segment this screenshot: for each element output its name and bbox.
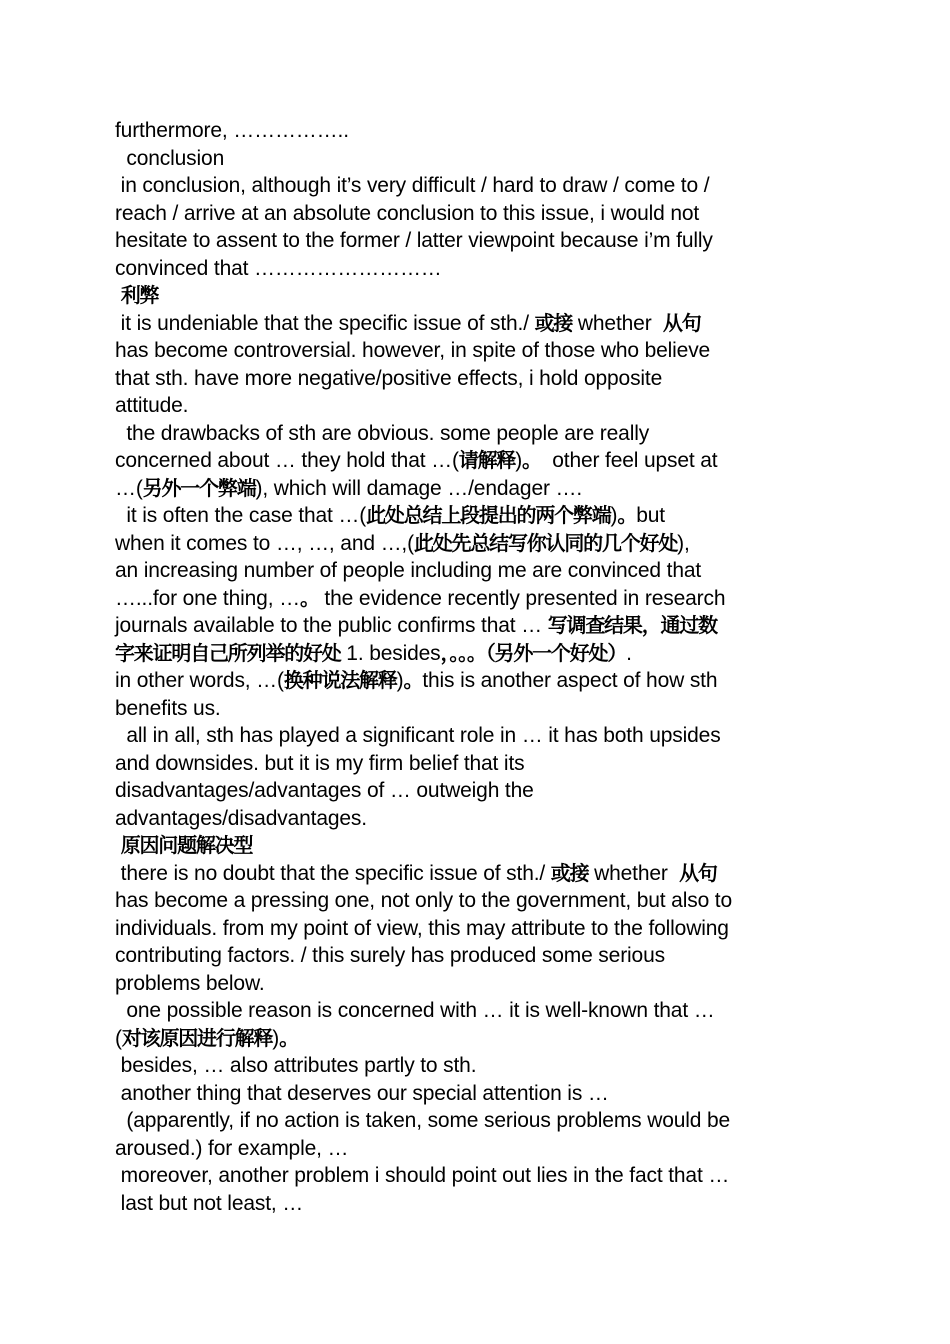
- text-segment: another thing that deserves our special attention is …: [115, 1081, 609, 1105]
- text-line: [115, 530, 840, 558]
- text-line: [115, 942, 840, 970]
- text-line: [115, 447, 840, 475]
- text-segment: in other words, …(: [115, 669, 284, 692]
- text-segment: advantages/disadvantages.: [115, 806, 367, 830]
- text-line: [115, 1107, 840, 1135]
- chinese-annotation: 。: [403, 668, 423, 692]
- text-segment: contributing factors. / this surely has produced some serious: [115, 944, 665, 967]
- text-segment: …...for one thing, …: [115, 586, 300, 610]
- chinese-annotation: 写调查结果，通过数: [547, 613, 717, 637]
- text-line: [115, 227, 840, 255]
- chinese-annotation: 。: [299, 585, 319, 610]
- text-line: [115, 310, 840, 338]
- text-segment: ), which will damage …/endager ….: [255, 476, 583, 500]
- text-line: [115, 832, 840, 860]
- text-line: [115, 640, 840, 668]
- text-segment: individuals. from my point of view, this may attribute to the following: [115, 916, 729, 940]
- text-segment: an increasing number of people including me are convinced that: [115, 559, 702, 582]
- text-line: [115, 475, 840, 503]
- text-segment: it is often the case that …(: [115, 504, 367, 527]
- text-segment: furthermore, ……………..: [115, 119, 349, 142]
- text-segment: that sth. have more negative/positive effects, i hold opposite: [115, 366, 663, 390]
- text-segment: problems below.: [115, 971, 265, 995]
- chinese-annotation: 。: [617, 503, 637, 527]
- text-line: [115, 1052, 840, 1080]
- text-line: [115, 1135, 840, 1163]
- text-segment: the evidence recently presented in research: [318, 586, 726, 610]
- text-line: [115, 282, 840, 310]
- text-segment: one possible reason is concerned with … it is well-known that …: [115, 999, 715, 1022]
- text-segment: this is another aspect of how sth: [422, 669, 718, 692]
- text-segment: conclusion: [115, 146, 225, 170]
- chinese-annotation: 或接: [550, 860, 589, 885]
- chinese-annotation: 从句: [679, 860, 717, 885]
- chinese-annotation: 。: [279, 1025, 298, 1050]
- text-line: [115, 1190, 840, 1218]
- text-segment: disadvantages/advantages of … outweigh the: [115, 779, 534, 802]
- text-segment: ),: [677, 531, 690, 555]
- text-segment: …(: [115, 476, 143, 500]
- text-segment: ): [515, 449, 523, 472]
- text-segment: but: [636, 504, 665, 527]
- text-line: [115, 1025, 840, 1053]
- chinese-annotation: 或接: [534, 310, 573, 335]
- text-segment: when it comes to …, …, and …,(: [115, 531, 414, 555]
- text-segment: last but not least, …: [115, 1191, 304, 1215]
- text-segment: .: [626, 641, 632, 665]
- text-segment: besides, … also attributes partly to sth.: [115, 1054, 477, 1077]
- text-line: [115, 337, 840, 365]
- text-line: [115, 585, 840, 613]
- document-body: [115, 117, 840, 1217]
- text-line: [115, 365, 840, 393]
- text-line: [115, 1162, 840, 1190]
- text-segment: moreover, another problem i should point out lies in the fact that …: [115, 1164, 730, 1187]
- text-line: [115, 420, 840, 448]
- text-line: [115, 722, 840, 750]
- text-line: [115, 255, 840, 283]
- text-segment: whether: [572, 311, 663, 335]
- text-line: [115, 612, 840, 640]
- chinese-annotation: 。: [522, 448, 541, 472]
- text-segment: ): [396, 669, 404, 692]
- text-line: [115, 145, 840, 173]
- text-segment: and downsides. but it is my firm belief that its: [115, 751, 525, 775]
- text-line: [115, 667, 840, 695]
- text-segment: 1. besides: [340, 641, 441, 665]
- text-line: [115, 695, 840, 723]
- text-line: [115, 172, 840, 200]
- chinese-annotation: 此处先总结写你认同的几个好处: [413, 530, 678, 555]
- text-line: [115, 915, 840, 943]
- text-segment: (: [115, 1026, 122, 1050]
- chinese-annotation: 从句: [662, 310, 701, 335]
- chinese-annotation: 另外一个弊端: [142, 475, 256, 500]
- text-line: [115, 997, 840, 1025]
- text-segment: hesitate to assent to the former / latter viewpoint because i’m fully: [115, 229, 713, 252]
- chinese-annotation: 原因问题解决型: [120, 833, 253, 857]
- chinese-annotation: 此处总结上段提出的两个弊端: [366, 503, 611, 527]
- chinese-annotation: 换种说法解释: [283, 668, 397, 692]
- text-segment: has become a pressing one, not only to the government, but also to: [115, 889, 732, 912]
- text-segment: whether: [588, 861, 680, 885]
- text-line: [115, 777, 840, 805]
- text-line: [115, 502, 840, 530]
- text-segment: the drawbacks of sth are obvious. some people are really: [115, 421, 650, 445]
- text-segment: convinced that ………………………: [115, 256, 442, 280]
- text-segment: journals available to the public confirms that …: [115, 614, 548, 637]
- text-segment: (apparently, if no action is taken, some serious problems would be: [115, 1109, 731, 1132]
- text-segment: aroused.) for example, …: [115, 1136, 349, 1160]
- text-segment: ): [610, 504, 618, 527]
- text-line: [115, 805, 840, 833]
- text-segment: there is no doubt that the specific issue of sth./: [115, 861, 551, 885]
- text-segment: all in all, sth has played a significant role in … it has both upsides: [115, 724, 721, 747]
- chinese-annotation: 字来证明自己所列举的好处: [115, 640, 341, 665]
- text-segment: reach / arrive at an absolute conclusion to this issue, i would not: [115, 201, 700, 225]
- text-segment: has become controversial. however, in spite of those who believe: [115, 339, 711, 362]
- text-line: [115, 750, 840, 778]
- text-line: [115, 970, 840, 998]
- text-line: [115, 1080, 840, 1108]
- text-line: [115, 392, 840, 420]
- text-segment: it is undeniable that the specific issue of sth./: [115, 311, 535, 335]
- chinese-annotation: 对该原因进行解释: [121, 1025, 273, 1050]
- text-segment: concerned about … they hold that …(: [115, 449, 459, 472]
- text-segment: benefits us.: [115, 696, 221, 720]
- text-line: [115, 557, 840, 585]
- chinese-annotation: 利弊: [120, 283, 159, 307]
- text-line: [115, 860, 840, 888]
- chinese-annotation: ，。。。（另外一个好处）: [440, 640, 627, 665]
- text-segment: attitude.: [115, 394, 189, 417]
- text-segment: ): [272, 1026, 280, 1050]
- text-segment: other feel upset at: [540, 449, 718, 472]
- chinese-annotation: 请解释: [458, 448, 516, 472]
- text-line: [115, 200, 840, 228]
- text-line: [115, 887, 840, 915]
- text-segment: in conclusion, although it’s very difficult / hard to draw / come to /: [115, 174, 710, 197]
- text-line: [115, 117, 840, 145]
